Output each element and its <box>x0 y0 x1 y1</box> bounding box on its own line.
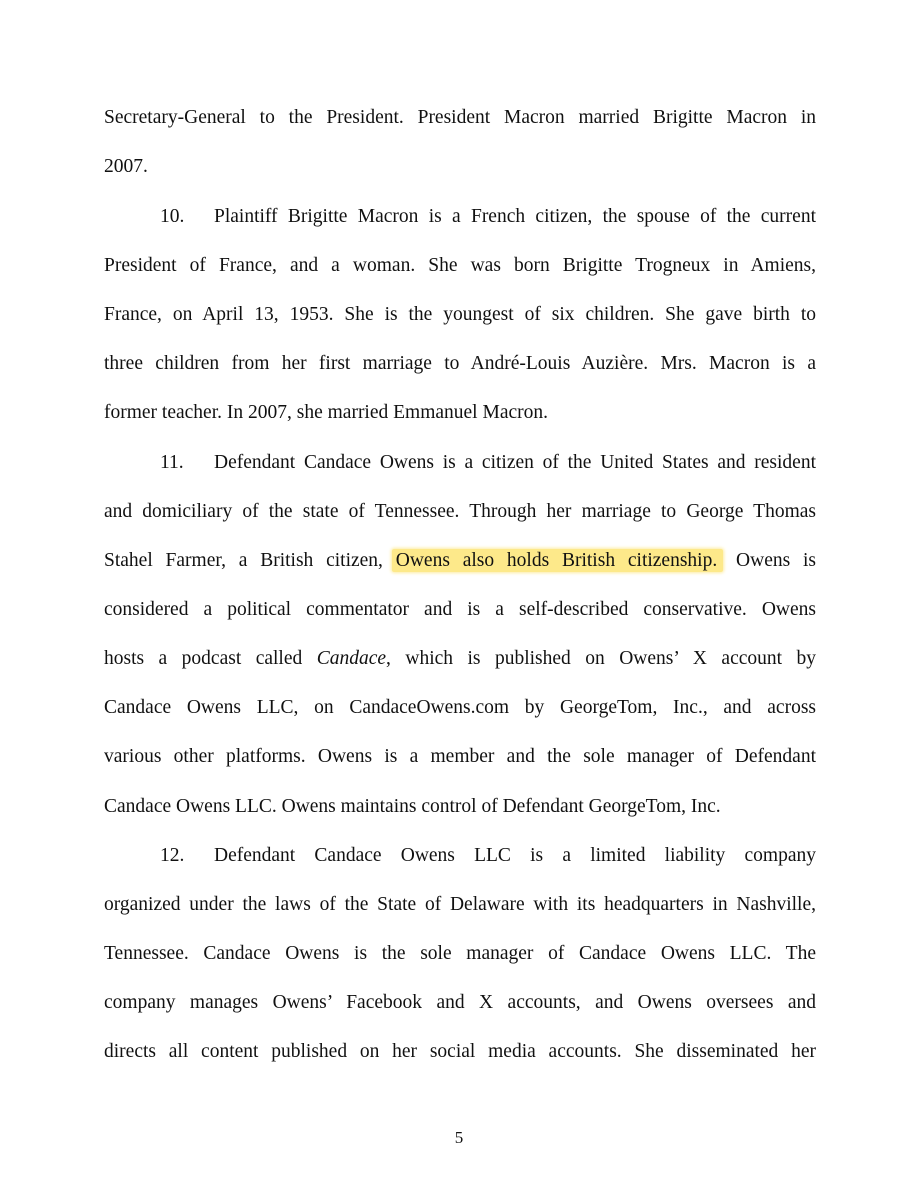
page-number: 5 <box>454 1128 464 1147</box>
text-line: Secretary-General to the President. President Macron married Brigitte Macron in <box>104 107 816 128</box>
text-line: Candace Owens LLC, on CandaceOwens.com by GeorgeTom, Inc., and across <box>104 697 816 718</box>
text-run: , which is published on Owens’ X account by <box>386 648 816 669</box>
podcast-title: Candace <box>316 648 387 669</box>
text-line: President of France, and a woman. She was born Brigitte Trogneux in Amiens, <box>104 255 816 276</box>
text-line: France, on April 13, 1953. She is the youngest of six children. She gave birth to <box>104 304 816 325</box>
paragraph-number: 12. <box>160 845 185 866</box>
text-line: and domiciliary of the state of Tennessee. Through her marriage to George Thomas <box>104 501 816 522</box>
text-line: three children from her first marriage to André-Louis Auzière. Mrs. Macron is a <box>104 353 816 374</box>
text-line-with-italic <box>104 647 816 671</box>
text-run: Stahel Farmer, a British citizen, <box>104 550 383 571</box>
highlighted-text: Owens also holds British citizenship. <box>392 549 723 572</box>
text-run: Owens is <box>736 550 816 571</box>
text-run: Defendant Candace Owens LLC is a limited liability company <box>214 845 816 866</box>
text-run: Defendant Candace Owens is a citizen of the United States and resident <box>214 452 816 473</box>
paragraph-number: 11. <box>160 452 184 473</box>
text-line: company manages Owens’ Facebook and X accounts, and Owens oversees and <box>104 992 816 1013</box>
text-line: former teacher. In 2007, she married Emmanuel Macron. <box>104 402 548 423</box>
text-line: various other platforms. Owens is a member and the sole manager of Defendant <box>104 746 816 767</box>
paragraph-number: 10. <box>160 206 185 227</box>
paragraph-11-first-line <box>160 451 816 475</box>
paragraph-12-first-line <box>160 844 816 868</box>
text-run: Plaintiff Brigitte Macron is a French citizen, the spouse of the current <box>214 206 816 227</box>
paragraph-10-first-line <box>160 205 816 229</box>
text-line: directs all content published on her social media accounts. She disseminated her <box>104 1041 816 1062</box>
text-line: organized under the laws of the State of Delaware with its headquarters in Nashville, <box>104 894 816 915</box>
text-line-with-highlight <box>104 549 816 573</box>
text-line: considered a political commentator and is a self-described conservative. Owens <box>104 599 816 620</box>
text-run: hosts a podcast called <box>104 648 303 669</box>
text-line: Tennessee. Candace Owens is the sole manager of Candace Owens LLC. The <box>104 943 816 964</box>
text-line: 2007. <box>104 156 148 177</box>
text-line: Candace Owens LLC. Owens maintains control of Defendant GeorgeTom, Inc. <box>104 796 721 817</box>
